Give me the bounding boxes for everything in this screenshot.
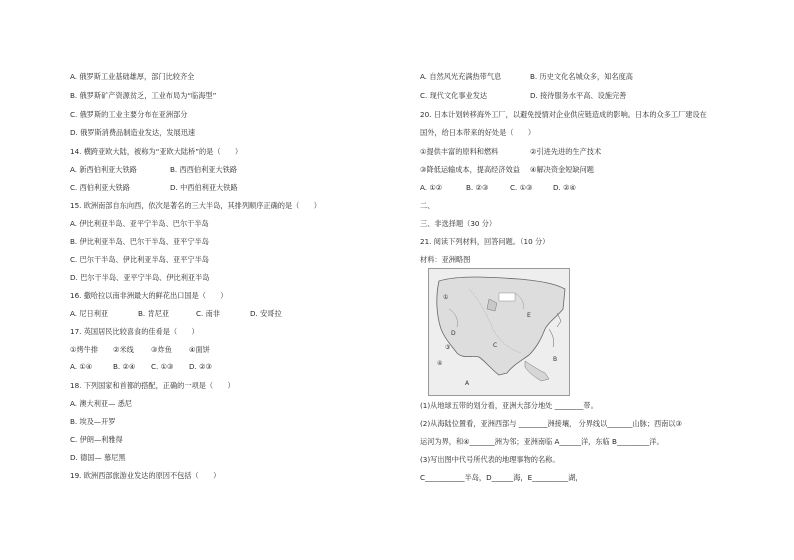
q16-option-c: C. 南非 <box>196 309 220 318</box>
q15-option-d: D. 巴尔干半岛、亚平宁半岛、伊比利亚半岛 <box>70 273 210 282</box>
q15-option-a: A. 伊比利亚半岛、亚平宁半岛、巴尔干半岛 <box>70 219 209 228</box>
q21-stem: 21. 阅读下列材料，回答问题。（10 分） <box>420 237 550 246</box>
q20-option-a: A. ①② <box>420 183 443 192</box>
map-label-a: A <box>465 380 470 387</box>
q21-material-caption: 材料：亚洲略图 <box>420 255 471 264</box>
q15-stem: 15. 欧洲南部自东向西，依次是著名的三大半岛，其排列顺序正确的是（ ） <box>70 201 321 210</box>
q14-option-d: D. 中西伯利亚大铁路 <box>170 183 238 192</box>
q18-option-a: A. 澳大利亚— 悉尼 <box>70 399 132 408</box>
q17-stem: 17. 英国居民比较喜食的佳肴是（ ） <box>70 327 199 336</box>
q20-stem-line2: 国外，给日本带来的好处是（ ） <box>420 128 536 137</box>
q14-option-c: C. 西伯利亚大铁路 <box>70 183 130 192</box>
section-two-heading: 二、 <box>420 201 435 210</box>
q19-stem: 19. 欧洲西部旅游业发达的原因不包括（ ） <box>70 471 221 480</box>
q14-option-b: B. 西西伯利亚大铁路 <box>170 165 238 174</box>
q19-option-b: B. 历史文化名城众多，知名度高 <box>530 72 633 81</box>
q17-item-1: ①烤牛排 <box>70 345 99 354</box>
map-label-3: ③ <box>445 344 451 351</box>
q16-option-b: B. 肯尼亚 <box>138 309 170 318</box>
q18-option-d: D. 德国— 慕尼黑 <box>70 453 126 462</box>
q16-option-a: A. 尼日利亚 <box>70 309 109 318</box>
map-label-e: E <box>527 312 531 319</box>
q17-option-a: A. ①④ <box>70 362 93 371</box>
q17-option-d: D. ②③ <box>189 362 212 371</box>
map-label-b: B <box>553 356 558 363</box>
q13-option-c: C. 俄罗斯的工业主要分布在亚洲部分 <box>70 110 188 119</box>
q18-option-c: C. 伊朗—利雅得 <box>70 435 123 444</box>
q16-option-d: D. 安哥拉 <box>250 309 282 318</box>
q21-part-3: (3)写出图中代号所代表的地理事物的名称。 <box>420 455 560 464</box>
map-label-c: C <box>493 342 498 349</box>
q20-option-b: B. ②③ <box>466 183 489 192</box>
q13-option-b: B. 俄罗斯矿产资源贫乏，工业布局为“临海型” <box>70 91 217 100</box>
q21-part-1: (1)从地球五带的划分看，亚洲大部分地处 ________带。 <box>420 401 598 410</box>
q20-item-3: ③降低运输成本，提高经济效益 <box>420 165 520 174</box>
q14-stem: 14. 横跨亚欧大陆，被称为“亚欧大陆桥”的是（ ） <box>70 147 243 156</box>
q20-item-2: ②引进先进的生产技术 <box>530 147 602 156</box>
q17-item-2: ②米线 <box>113 345 134 354</box>
q21-part-3-blanks: C___________半岛，D______海，E__________湖， <box>420 473 583 482</box>
q13-option-a: A. 俄罗斯工业基础雄厚，部门比较齐全 <box>70 72 195 81</box>
q18-stem: 18. 下列国家和首都的搭配，正确的一项是（ ） <box>70 381 235 390</box>
asia-sketch-map <box>428 268 570 396</box>
q21-part-2-line2: 运河为界，和④_______洲为邻；亚洲南临 A______洋，东临 B_________洋。 <box>420 437 664 446</box>
q15-option-b: B. 伊比利亚半岛、巴尔干半岛、亚平宁半岛 <box>70 237 209 246</box>
q21-part-2-line1: (2)从海陆位置看，亚洲西部与 ________洲接壤， 分界线以_______山脉；西南以③ <box>420 419 682 428</box>
q20-item-4: ④解决资金短缺问题 <box>530 165 594 174</box>
q19-option-d: D. 接待服务水平高、设施完善 <box>530 91 627 100</box>
map-label-1: ① <box>443 294 449 301</box>
q17-item-4: ④面饼 <box>189 345 210 354</box>
map-label-d: D <box>451 330 456 337</box>
q19-option-a: A. 自然风光充满热带气息 <box>420 72 502 81</box>
q17-item-3: ③炸鱼 <box>151 345 172 354</box>
q20-option-c: C. ①③ <box>510 183 533 192</box>
q14-option-a: A. 新西伯利亚大铁路 <box>70 165 137 174</box>
q20-item-1: ①提供丰富的原料和燃料 <box>420 147 499 156</box>
q15-option-c: C. 巴尔干半岛、伊比利亚半岛、亚平宁半岛 <box>70 255 209 264</box>
q17-option-c: C. ①③ <box>151 362 174 371</box>
q19-option-c: C. 现代文化事业发达 <box>420 91 488 100</box>
q20-stem-line1: 20. 日本计划转移海外工厂，以避免授情对企业供应链造成的影响。日本的众多工厂建设在 <box>420 110 707 119</box>
q17-option-b: B. ②④ <box>113 362 136 371</box>
asia-map-svg <box>429 269 569 395</box>
q20-option-d: D. ②④ <box>553 183 576 192</box>
map-label-4: ④ <box>437 360 443 367</box>
section-three-heading: 三、非选择题（30 分） <box>420 219 497 228</box>
q16-stem: 16. 撒哈拉以南非洲最大的鲜花出口国是（ ） <box>70 291 228 300</box>
q13-option-d: D. 俄罗斯消费品制造业发达，发展迅速 <box>70 128 196 137</box>
q18-option-b: B. 埃及—开罗 <box>70 417 116 426</box>
